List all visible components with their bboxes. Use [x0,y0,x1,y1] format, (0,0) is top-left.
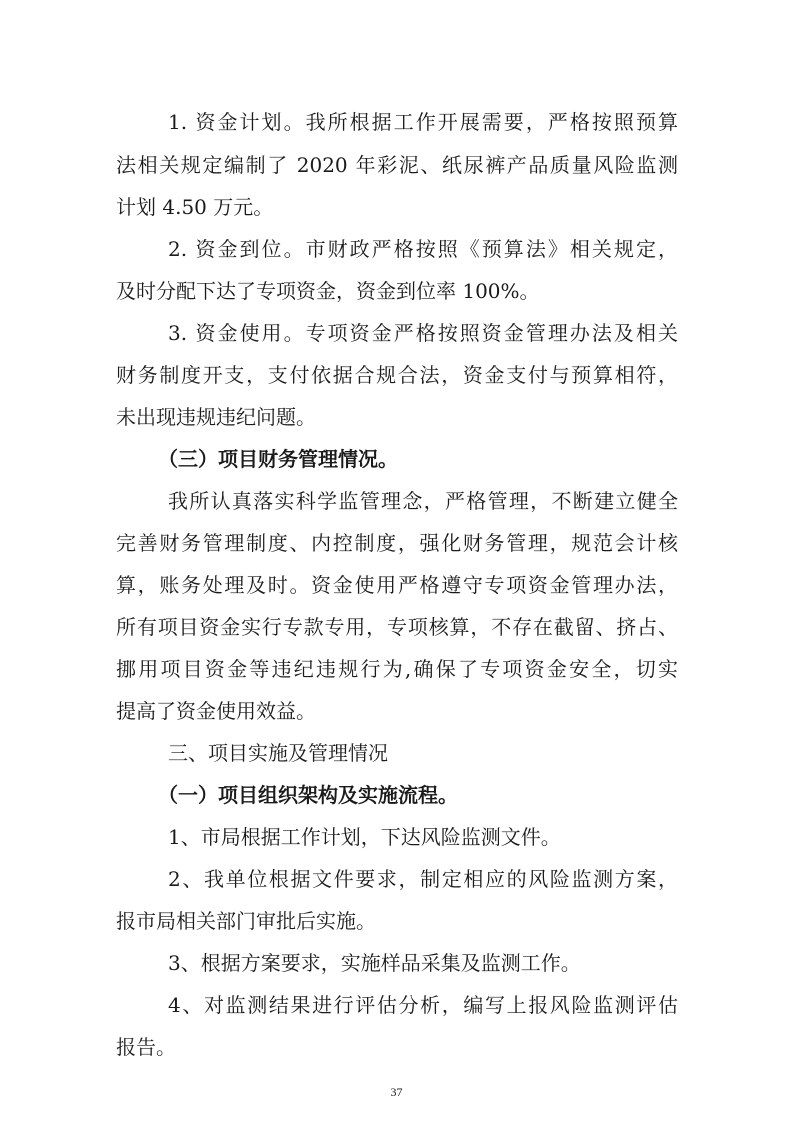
paragraph-line: 报告。 [116,1035,176,1059]
section-heading: （三）项目财务管理情况。 [158,447,398,471]
paragraph-line: 1、市局根据工作计划，下达风险监测文件。 [168,825,561,849]
paragraph-line: 法相关规定编制了 2020 年彩泥、纸尿裤产品质量风险监测 [116,153,678,177]
paragraph-line: 完善财务管理制度、内控制度，强化财务管理，规范会计核 [116,531,678,555]
paragraph-line: 所有项目资金实行专款专用，专项核算，不存在截留、挤占、 [116,615,678,639]
paragraph-line: 财务制度开支，支付依据合规合法，资金支付与预算相符， [116,363,678,387]
paragraph-line: 2. 资金到位。市财政严格按照《预算法》相关规定， [168,237,678,261]
paragraph-line: 2、我单位根据文件要求，制定相应的风险监测方案， [168,867,678,891]
paragraph-line: 未出现违规违纪问题。 [116,405,316,429]
paragraph-line: 及时分配下达了专项资金，资金到位率 100%。 [116,279,540,303]
paragraph-line: 我所认真落实科学监管理念，严格管理，不断建立健全 [168,489,678,513]
page-number: 37 [390,1085,403,1099]
paragraph-line: 计划 4.50 万元。 [116,195,274,219]
paragraph-line: 3、根据方案要求，实施样品采集及监测工作。 [168,951,581,975]
paragraph-line: 1. 资金计划。我所根据工作开展需要，严格按照预算 [168,110,678,134]
paragraph-line: 报市局相关部门审批后实施。 [116,909,376,933]
paragraph-line: 挪用项目资金等违纪违规行为,确保了专项资金安全，切实 [116,657,678,681]
section-heading: （一）项目组织架构及实施流程。 [158,783,458,807]
paragraph-line: 算，账务处理及时。资金使用严格遵守专项资金管理办法， [116,573,678,597]
paragraph-line: 4、对监测结果进行评估分析，编写上报风险监测评估 [168,993,678,1017]
chapter-heading: 三、项目实施及管理情况 [168,741,388,765]
paragraph-line: 3. 资金使用。专项资金严格按照资金管理办法及相关 [168,321,678,345]
paragraph-line: 提高了资金使用效益。 [116,699,316,723]
